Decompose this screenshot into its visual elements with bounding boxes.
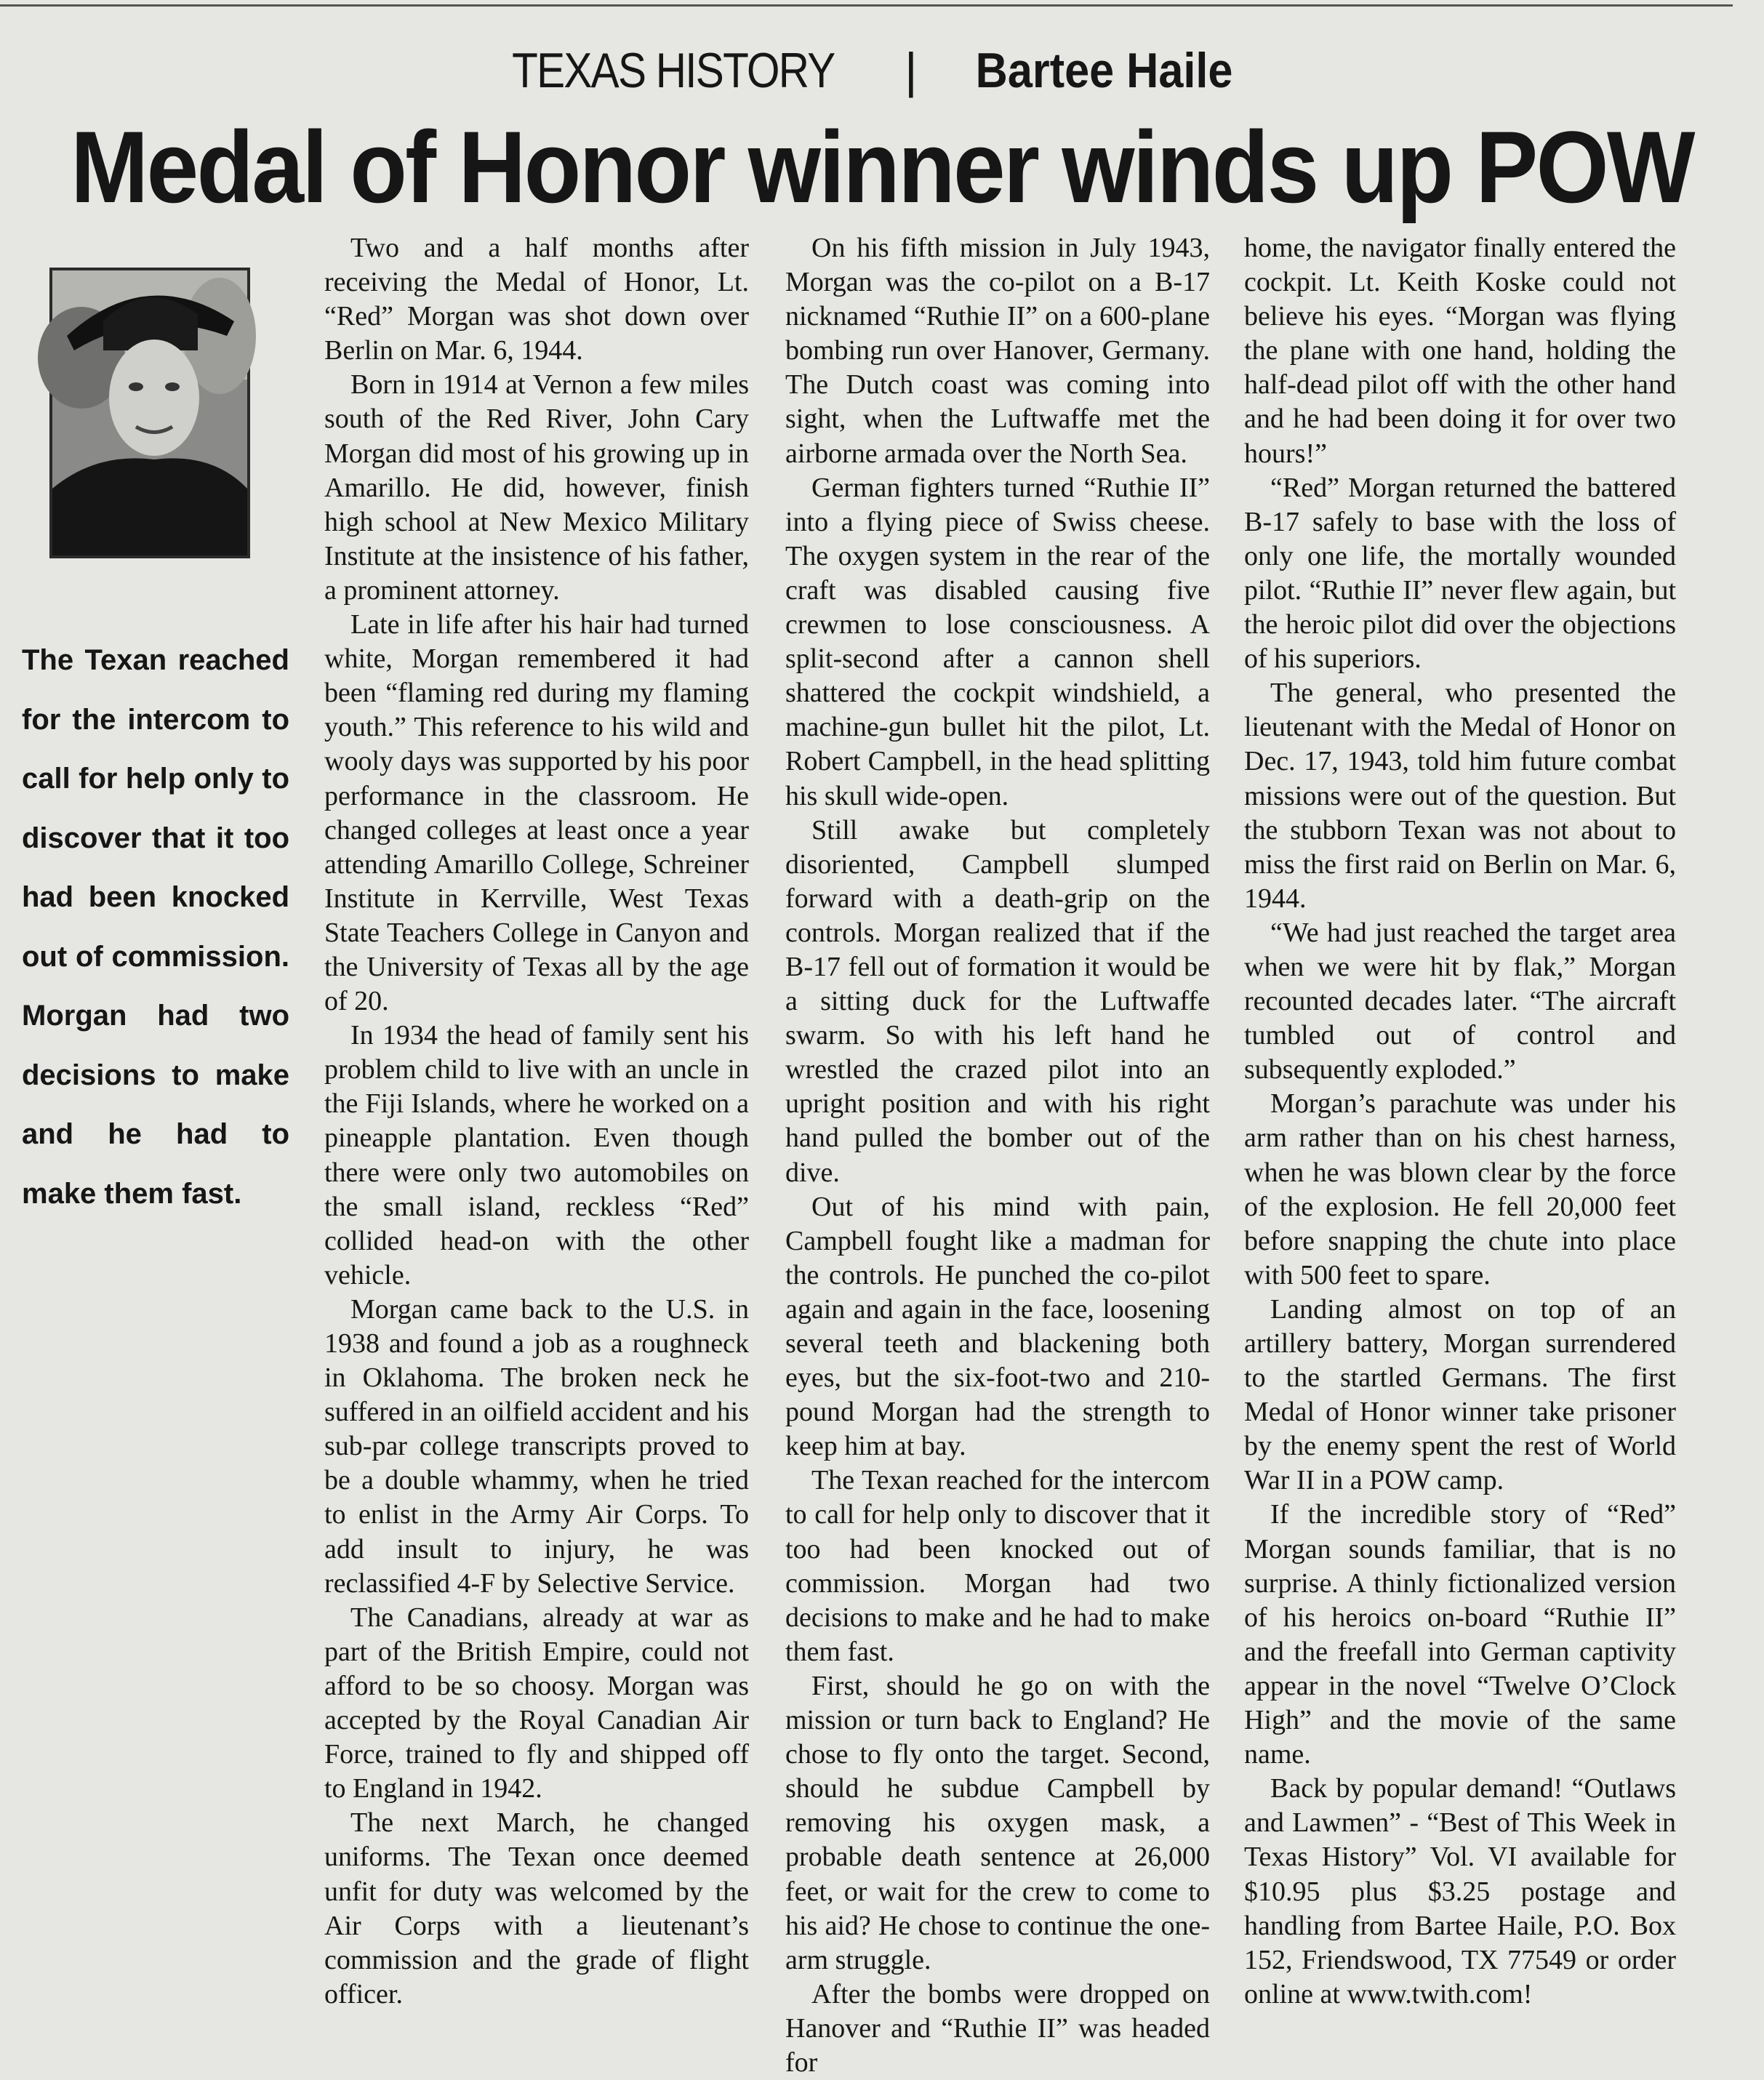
article-column-3 (1244, 231, 1676, 2009)
paragraph: The next March, he changed uniforms. The Texan once deemed unfit for duty was welcomed by the Air Corps with a lieutenant’s commission and the grade of flight officer. (324, 1807, 749, 2009)
paragraph: If the incredible story of “Red” Morgan sounds familiar, that is no surprise. A thinly fictionalized version of his heroics on-board “Ruthie II” and the freefall into German captivity appear in the novel “Twelve O’Clock High” and the movie of the same name. (1244, 1499, 1676, 1770)
paragraph: Out of his mind with pain, Campbell fought like a madman for the controls. He punched the co-pilot again and again in the face, loosening several teeth and blackening both eyes, but the six-foot-two and 210-pound Morgan had the strength to keep him at bay. (785, 1191, 1210, 1462)
paragraph: German fighters turned “Ruthie II” into a flying piece of Swiss cheese. The oxygen system in the rear of the craft was disabled causing five crewmen to lose consciousness. A split-second after a cannon shell shattered the cockpit windshield, a machine-gun bullet hit the pilot, Lt. Robert Campbell, in the head splitting his skull wide-open. (785, 472, 1210, 811)
promo-paragraph: Back by popular demand! “Outlaws and Lawmen” - “Best of This Week in Texas History” Vol. VI available for $10.95 plus $3.25 postage and handling from Bartee Haile, P.O. Box 152, Friendswood, TX 77549 or order online at www.twith.com! (1244, 1773, 1676, 2009)
author-byline: Bartee Haile (975, 43, 1233, 98)
paragraph: Still awake but completely disoriented, Campbell slumped forward with a death-grip on the controls. Morgan realized that if the B-17 fell out of formation it would be a sitting duck for the Luftwaffe swarm. So with his left hand he wrestled the crazed pilot into an upright position and with his right hand pulled the bomber out of the dive. (785, 814, 1210, 1188)
paragraph: After the bombs were dropped on Hanover and “Ruthie II” was headed for (785, 1978, 1210, 2078)
headline-text: Medal of Honor winner winds up POW (71, 110, 1693, 224)
paragraph: Landing almost on top of an artillery battery, Morgan surrendered to the startled Germans. The first Medal of Honor winner take prisoner by the enemy spent the rest of World War II in a POW camp. (1244, 1293, 1676, 1496)
pull-quote: The Texan reached for the intercom to call for help only to discover that it too had been knocked out of commission. Morgan had two decisions to make and he had to make them fast. (22, 644, 289, 1210)
article-column-1 (324, 231, 749, 2009)
top-rule (0, 4, 1733, 7)
paragraph: “We had just reached the target area when we were hit by flak,” Morgan recounted decades later. “The aircraft tumbled out of control and subsequently exploded.” (1244, 917, 1676, 1085)
portrait-image (52, 270, 247, 555)
paragraph: The Canadians, already at war as part of the British Empire, could not afford to be so choosy. Morgan was accepted by the Royal Canadian Air Force, trained to fly and shipped off to England in 1942. (324, 1602, 749, 1804)
paragraph: First, should he go on with the mission or turn back to England? He chose to fly onto the target. Second, should he subdue Campbell by removing his oxygen mask, a probable death sentence at 26,000 feet, or wait for the crew to come to his aid? He chose to continue the one-arm struggle. (785, 1670, 1210, 1975)
section-label: TEXAS HISTORY (512, 43, 835, 98)
paragraph: The general, who presented the lieutenant with the Medal of Honor on Dec. 17, 1943, told him future combat missions were out of the question. But the stubborn Texan was not about to miss the first raid on Berlin on Mar. 6, 1944. (1244, 678, 1676, 914)
paragraph: In 1934 the head of family sent his problem child to live with an uncle in the Fiji Islands, where he worked on a pineapple plantation. Even though there were only two automobiles on the small island, reckless “Red” collided head-on with the other vehicle. (324, 1020, 749, 1290)
paragraph-continued: home, the navigator finally entered the cockpit. Lt. Keith Koske could not believe his eyes. “Morgan was flying the plane with one hand, holding the half-dead pilot off with the other hand and he had been doing it for over two hours!” (1244, 233, 1676, 469)
column-kicker (0, 38, 1733, 103)
author-photo (49, 268, 250, 558)
paragraph: The Texan reached for the intercom to call for help only to discover that it too had been knocked out of commission. Morgan had two decisions to make and he had to make them fast. (785, 1465, 1210, 1667)
headline (0, 109, 1733, 225)
paragraph: On his fifth mission in July 1943, Morgan was the co-pilot on a B-17 nicknamed “Ruthie II” on a 600-plane bombing run over Hanover, Germany. The Dutch coast was coming into sight, when the Luftwaffe met the airborne armada over the North Sea. (785, 233, 1210, 469)
paragraph: “Red” Morgan returned the battered B-17 safely to base with the loss of only one life, the mortally wounded pilot. “Ruthie II” never flew again, but the heroic pilot did over the objections of his superiors. (1244, 472, 1676, 675)
paragraph: Morgan’s parachute was under his arm rather than on his chest harness, when he was blown clear by the force of the explosion. He fell 20,000 feet before snapping the chute into place with 500 feet to spare. (1244, 1088, 1676, 1290)
paragraph: Two and a half months after receiving the Medal of Honor, Lt. “Red” Morgan was shot down over Berlin on Mar. 6, 1944. (324, 233, 749, 366)
paragraph: Morgan came back to the U.S. in 1938 and found a job as a roughneck in Oklahoma. The broken neck he suffered in an oilfield accident and his sub-par college transcripts proved to be a double whammy, when he tried to enlist in the Army Air Corps. To add insult to injury, he was reclassified 4-F by Selective Service. (324, 1293, 749, 1599)
paragraph: Born in 1914 at Vernon a few miles south of the Red River, John Cary Morgan did most of his growing up in Amarillo. He did, however, finish high school at New Mexico Military Institute at the insistence of his father, a prominent attorney. (324, 369, 749, 606)
article-column-2 (785, 231, 1210, 2078)
paragraph: Late in life after his hair had turned white, Morgan remembered it had been “flaming red during my flaming youth.” This reference to his wild and wooly days was supported by his poor performance in the classroom. He changed colleges at least once a year attending Amarillo College, Schreiner Institute in Kerrville, West Texas State Teachers College in Canyon and the University of Texas all by the age of 20. (324, 609, 749, 1017)
kicker-separator: | (904, 43, 918, 98)
